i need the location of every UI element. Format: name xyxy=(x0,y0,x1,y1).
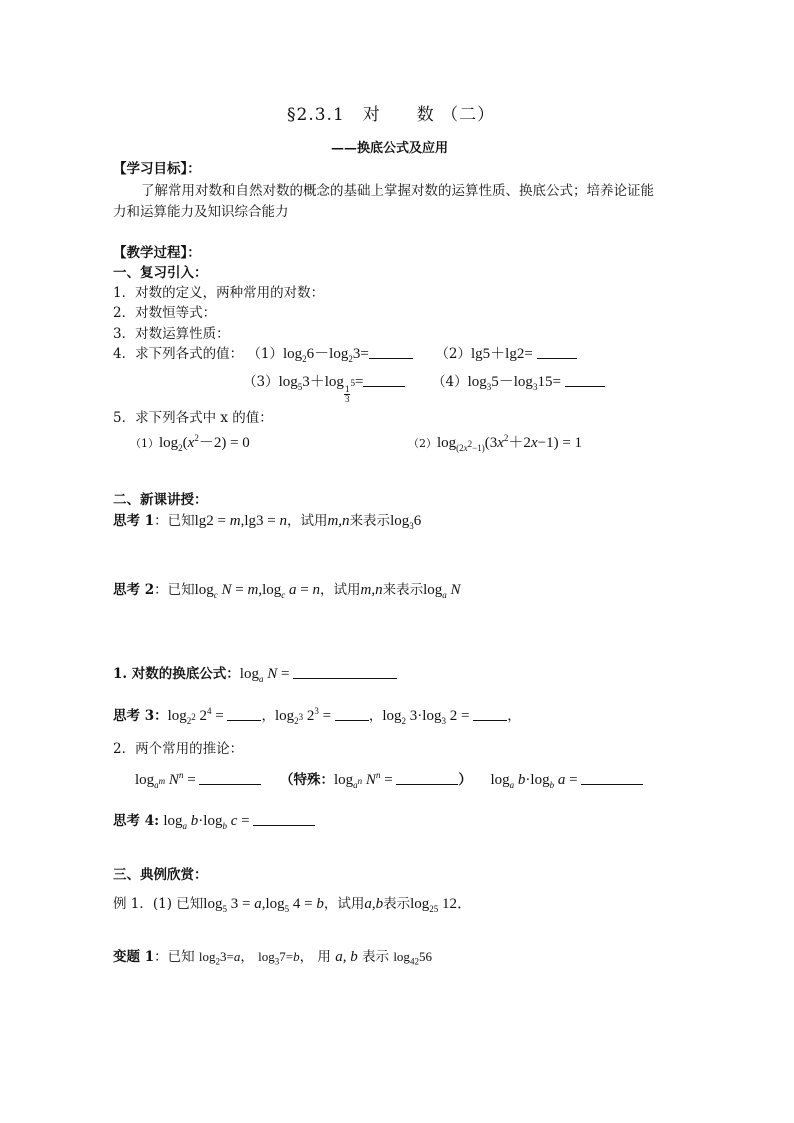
think-2-target: $\log_a N$ xyxy=(423,582,461,600)
think-2-vars: m,n xyxy=(360,582,383,598)
think-2-end: 来表示 xyxy=(382,582,424,598)
goals-text-line-1: 了解常用对数和自然对数的概念的基础上掌握对数的运算性质、换底公式；培养论证能 xyxy=(141,183,654,199)
solve-x-q1-label: （1） xyxy=(130,437,159,450)
think-2-text: ：已知 xyxy=(154,582,195,598)
variant-1-use: 用 xyxy=(317,949,331,965)
example-1-vars: a,b xyxy=(364,896,384,912)
special-blank[interactable] xyxy=(396,772,458,785)
formula-label: 1. 对数的换底公式： xyxy=(113,666,240,682)
review-item-4-label: 4．求下列各式的值： xyxy=(113,346,244,362)
q2-expression: lg5＋lg2= xyxy=(470,346,537,362)
q1-expression: $\log_26-\log_23=$ xyxy=(282,346,369,364)
goals-text-line-2: 力和运算能力及知识综合能力 xyxy=(113,204,289,220)
think-3-blank-3[interactable] xyxy=(473,708,507,721)
example-1 xyxy=(113,895,472,913)
think-4-blank[interactable] xyxy=(253,813,315,826)
q2-label: （2） xyxy=(435,346,471,362)
think-1-target: $\log_36$ xyxy=(390,513,422,531)
think-1-text: ：已知 xyxy=(154,513,195,529)
special-label: （特殊： xyxy=(280,772,334,788)
think-1-given: lg2 = m,lg3 = n xyxy=(194,513,287,529)
think-1-label: 思考 1 xyxy=(113,513,155,529)
example-1-mid: ，试用 xyxy=(323,896,365,912)
corollary-2: $\log_a b\cdot\log_b$ a = xyxy=(490,772,582,790)
formula-expression: $\log_a N$ = xyxy=(239,666,294,684)
process-heading: 【教学过程】： xyxy=(113,245,201,261)
solve-x-q1-equation: $\log_2(x^2-2) = 0$ xyxy=(159,433,250,453)
think-4: 思考 4: $\log_a b\cdot\log_b$ c = xyxy=(113,812,315,830)
q4-answer-blank[interactable] xyxy=(565,374,605,387)
special-close: ） xyxy=(458,772,472,788)
solve-x-q2-label: （2） xyxy=(408,437,437,450)
example-1-prefix: 例 1．(1) 已知 xyxy=(113,896,204,912)
goals-heading: 【学习目标】： xyxy=(113,161,201,177)
review-item-1: 1．对数的定义，两种常用的对数： xyxy=(113,285,325,301)
think-2 xyxy=(113,581,461,599)
think-1-vars: m,n xyxy=(327,513,350,529)
q4-label: （4） xyxy=(432,374,468,390)
change-of-base-formula xyxy=(113,665,397,683)
special-expression: $\log_{a^n} N^n$ = xyxy=(334,770,397,790)
variant-1 xyxy=(113,948,432,966)
q3-label: （3） xyxy=(243,374,279,390)
variant-1-end: 表示 xyxy=(362,949,390,965)
corollary-1-blank[interactable] xyxy=(199,772,261,785)
think-2-given: $\log_c N = m,\log_c$ a = n xyxy=(194,582,320,600)
think-3-expr-3: $\log_2 3\cdot\log_3$ 2 = xyxy=(382,708,474,726)
think-1 xyxy=(113,512,421,530)
think-3-label: 思考 3 xyxy=(113,708,155,724)
review-item-4 xyxy=(113,345,577,363)
solve-x-q1 xyxy=(130,434,250,453)
review-item-3: 3．对数运算性质： xyxy=(113,326,230,342)
q3-answer-blank[interactable] xyxy=(363,374,405,387)
review-heading: 一、复习引入： xyxy=(113,265,208,281)
corollary-heading: 2．两个常用的推论： xyxy=(113,741,244,757)
solve-x-q2-equation: $\log_{(2x^2-1)}(3x^2+2x-1) = 1$ xyxy=(437,433,583,453)
corollary-row xyxy=(135,771,643,789)
q1-answer-blank[interactable] xyxy=(369,346,413,359)
page-subtitle: ——换底公式及应用 xyxy=(331,141,449,156)
think-1-mid: ，试用 xyxy=(286,513,328,529)
think-3-expr-2: $\log_{2^3} 2^3$ = xyxy=(274,706,335,726)
formula-answer-blank[interactable] xyxy=(293,666,397,679)
review-item-2: 2．对数恒等式： xyxy=(113,305,217,321)
variant-1-target: $\log_{42}56$ xyxy=(393,949,432,967)
example-1-given: $\log_5 3 = a,\log_5$ 4 = b xyxy=(203,896,324,914)
q3-expression: $\log_53+\log$ $_{\frac{1}{3}}$ 5= xyxy=(278,374,364,404)
variant-1-text: ：已知 xyxy=(154,949,195,965)
new-lesson-heading: 二、新课讲授： xyxy=(113,492,208,508)
review-item-5: 5．求下列各式中 x 的值： xyxy=(113,410,273,426)
example-1-end: 表示 xyxy=(383,896,411,912)
review-item-4-row-2 xyxy=(243,373,605,404)
solve-x-q2 xyxy=(408,434,582,453)
think-3-blank-1[interactable] xyxy=(227,708,261,721)
think-2-mid: ，试用 xyxy=(319,582,361,598)
variant-1-mid: ， xyxy=(240,949,254,965)
corollary-2-blank[interactable] xyxy=(581,772,643,785)
q2-answer-blank[interactable] xyxy=(537,346,577,359)
think-3: 思考 3：$\log_{2^2} 2^4$ = ，$\log_{2^3} 2^3$ = ，$\log_2 3\cdot\log_3$ 2 = ， xyxy=(113,706,521,726)
example-1-target: $\log_{25} 12$． xyxy=(410,896,473,914)
think-3-expr-1: $\log_{2^2} 2^4$ = xyxy=(167,706,228,726)
examples-heading: 三、典例欣赏： xyxy=(113,867,208,883)
think-1-end: 来表示 xyxy=(349,513,391,529)
variant-1-mid-2: ， xyxy=(299,949,314,965)
variant-1-vars: a, b xyxy=(335,949,358,965)
variant-1-label: 变题 1 xyxy=(113,949,155,965)
variant-1-given-2: $\log_37=b$ xyxy=(258,949,300,967)
corollary-1: $\log_{a^m} N^n$ = xyxy=(135,770,200,790)
think-2-label: 思考 2 xyxy=(113,582,155,598)
q1-label: （1） xyxy=(247,346,283,362)
think-4-expression: $\log_a b\cdot\log_b$ c = xyxy=(163,813,254,831)
variant-1-given-1: $\log_23=a$ xyxy=(198,949,241,967)
page-title: §2.3.1 对 数 （二） xyxy=(287,105,496,125)
think-3-blank-2[interactable] xyxy=(335,708,369,721)
think-4-label: 思考 4 xyxy=(113,813,155,829)
q4-expression: $\log_35-\log_315=$ xyxy=(467,374,565,392)
